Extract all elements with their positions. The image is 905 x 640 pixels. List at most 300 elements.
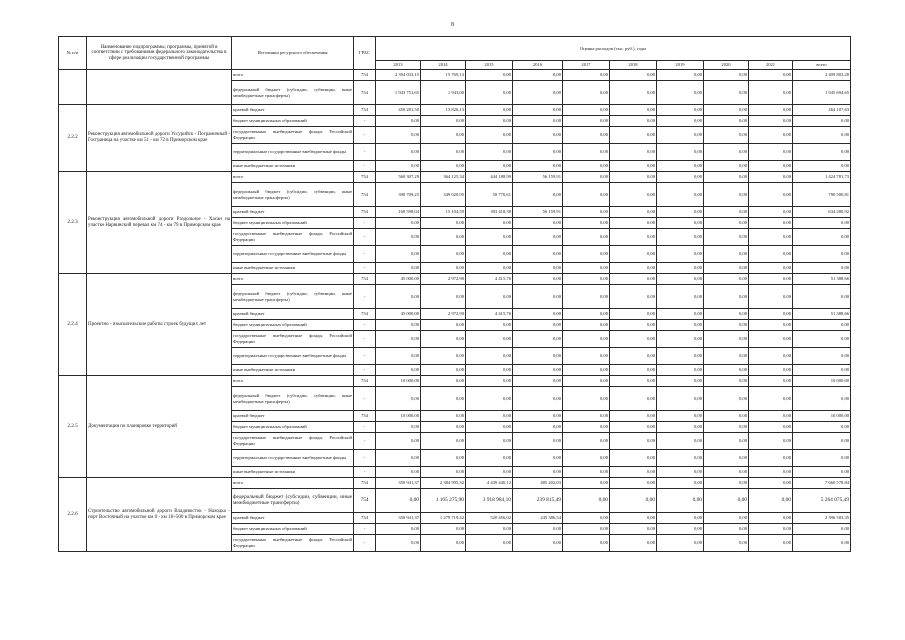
page-number: 8: [451, 22, 454, 28]
year-value: 0,00: [376, 218, 421, 229]
year-value: 0,00: [749, 183, 793, 207]
year-value: 0,00: [466, 70, 513, 81]
year-value: 350 941,37: [376, 513, 421, 524]
grbs-code: 754: [354, 70, 376, 81]
funding-source: государственные внебюджетные фонды Российской Федерации: [232, 229, 354, 246]
year-value: 0,00: [704, 513, 749, 524]
year-value: 0,00: [563, 365, 610, 376]
funding-source: территориальные государственные внебюджетные фонды: [232, 144, 354, 161]
total-value: 7 660 578,84: [793, 478, 851, 489]
total-value: 0,00: [793, 229, 851, 246]
total-value: 0,00: [793, 285, 851, 309]
year-value: 0,00: [466, 365, 513, 376]
year-value: 0,00: [563, 387, 610, 411]
header-estimate: Оценка расходов (тыс. руб.), годы: [376, 37, 851, 61]
year-value: 239 815,49: [513, 489, 563, 513]
table-row: [59, 70, 851, 81]
table-row: [59, 172, 851, 183]
year-value: 50 770,61: [466, 183, 513, 207]
funding-source: федеральный бюджет (субсидии, субвенции, иные межбюджетные трансферты): [232, 387, 354, 411]
year-value: 0,00: [704, 127, 749, 144]
year-value: 0,00: [749, 478, 793, 489]
year-value: 56 159,91: [513, 172, 563, 183]
year-value: 0,00: [704, 116, 749, 127]
header-year: 2015: [466, 61, 513, 70]
funding-source: федеральный бюджет (субсидии, субвенции, иные межбюджетные трансферты): [232, 81, 354, 105]
year-value: 0,00: [657, 229, 704, 246]
year-value: 0,00: [704, 144, 749, 161]
grbs-code: -: [354, 285, 376, 309]
funding-source: иные внебюджетные источники: [232, 467, 354, 478]
year-value: 0,00: [376, 127, 421, 144]
year-value: 0,00: [563, 105, 610, 116]
year-value: 0,00: [704, 478, 749, 489]
funding-source: государственные внебюджетные фонды Российской Федерации: [232, 331, 354, 348]
year-value: 485 202,03: [513, 478, 563, 489]
year-value: 0,00: [749, 127, 793, 144]
total-value: 0,00: [793, 524, 851, 535]
year-value: 45 000,00: [376, 309, 421, 320]
grbs-code: -: [354, 161, 376, 172]
year-value: 0,00: [657, 309, 704, 320]
year-value: 0,00: [563, 309, 610, 320]
year-value: 0,00: [466, 127, 513, 144]
total-value: 2 396 503,35: [793, 513, 851, 524]
header-source: Источники ресурсного обеспечения: [232, 37, 354, 70]
year-value: 0,00: [657, 478, 704, 489]
total-value: 634 280,92: [793, 207, 851, 218]
grbs-code: -: [354, 387, 376, 411]
funding-source: федеральный бюджет (субсидии, субвенции, иные межбюджетные трансферты): [232, 285, 354, 309]
year-value: 0,00: [466, 161, 513, 172]
year-value: 0,00: [657, 433, 704, 450]
year-value: 0,00: [749, 320, 793, 331]
year-value: 0,00: [466, 320, 513, 331]
year-value: 349 020,95: [421, 183, 466, 207]
grbs-code: 754: [354, 513, 376, 524]
total-value: 0,00: [793, 116, 851, 127]
year-value: 0,00: [610, 161, 657, 172]
year-value: 0,00: [513, 285, 563, 309]
year-value: 0,00: [749, 274, 793, 285]
funding-source: краевой бюджет: [232, 411, 354, 422]
year-value: 0,00: [657, 467, 704, 478]
year-value: 0,00: [563, 127, 610, 144]
total-value: 0,00: [793, 127, 851, 144]
grbs-code: 754: [354, 207, 376, 218]
year-value: 0,00: [610, 144, 657, 161]
year-value: 0,00: [657, 513, 704, 524]
year-value: 0,00: [749, 263, 793, 274]
year-value: 15 104,59: [421, 207, 466, 218]
total-value: 0,00: [793, 348, 851, 365]
year-value: 0,00: [563, 513, 610, 524]
grbs-code: 754: [354, 183, 376, 207]
year-value: 0,00: [749, 81, 793, 105]
year-value: 4 415,76: [466, 309, 513, 320]
year-value: 0,00: [376, 365, 421, 376]
funding-source: всего: [232, 70, 354, 81]
total-value: 0,00: [793, 422, 851, 433]
year-value: 0,00: [657, 524, 704, 535]
year-value: 0,00: [466, 263, 513, 274]
year-value: 0,00: [749, 513, 793, 524]
year-value: 0,00: [563, 81, 610, 105]
year-value: 0,00: [421, 127, 466, 144]
year-value: 0,00: [704, 263, 749, 274]
year-value: 0,00: [376, 387, 421, 411]
table-row: [59, 376, 851, 387]
funding-source: государственные внебюджетные фонды Российской Федерации: [232, 127, 354, 144]
grbs-code: 754: [354, 172, 376, 183]
year-value: 3 918 984,10: [466, 489, 513, 513]
year-value: 1 943 751,65: [376, 81, 421, 105]
grbs-code: -: [354, 229, 376, 246]
year-value: 0,00: [704, 422, 749, 433]
year-value: 0,00: [610, 365, 657, 376]
year-value: 0,00: [563, 422, 610, 433]
year-value: 0,00: [749, 229, 793, 246]
year-value: 364 125,34: [421, 172, 466, 183]
grbs-code: 754: [354, 411, 376, 422]
table-body: [59, 70, 851, 552]
year-value: 0,00: [376, 467, 421, 478]
funding-source: всего: [232, 172, 354, 183]
total-value: 464 107,63: [793, 105, 851, 116]
year-value: 0,00: [563, 467, 610, 478]
funding-source: территориальные государственные внебюджетные фонды: [232, 246, 354, 263]
year-value: 0,00: [513, 467, 563, 478]
year-value: 0,00: [563, 411, 610, 422]
grbs-code: 754: [354, 105, 376, 116]
year-value: 560 307,29: [376, 172, 421, 183]
year-value: 0,00: [513, 183, 563, 207]
grbs-code: 754: [354, 274, 376, 285]
year-value: 0,00: [704, 348, 749, 365]
year-value: 0,00: [610, 274, 657, 285]
funding-source: федеральный бюджет (субсидии, субвенции, иные межбюджетные трансферты): [232, 183, 354, 207]
grbs-code: -: [354, 263, 376, 274]
total-value: 2 409 802,28: [793, 70, 851, 81]
year-value: 0,00: [563, 144, 610, 161]
year-value: 0,00: [610, 513, 657, 524]
year-value: 0,00: [749, 348, 793, 365]
year-value: 0,00: [421, 263, 466, 274]
year-value: 0,00: [466, 422, 513, 433]
year-value: 0,00: [466, 144, 513, 161]
year-value: 0,00: [657, 161, 704, 172]
year-value: 0,00: [466, 411, 513, 422]
funding-source: краевой бюджет: [232, 513, 354, 524]
year-value: 0,00: [563, 433, 610, 450]
year-value: 0,00: [376, 348, 421, 365]
year-value: 0,00: [657, 144, 704, 161]
year-value: 0,00: [376, 433, 421, 450]
year-value: 0,00: [563, 348, 610, 365]
row-number: 2.2.4: [59, 274, 87, 376]
year-value: 15 769,13: [421, 70, 466, 81]
year-value: 0,00: [466, 450, 513, 467]
row-number: 2.2.6: [59, 478, 87, 552]
total-value: 0,00: [793, 331, 851, 348]
year-value: 0,00: [749, 105, 793, 116]
year-value: 0,00: [610, 105, 657, 116]
year-value: 0,00: [610, 411, 657, 422]
year-value: 0,00: [466, 229, 513, 246]
year-value: 0,00: [657, 116, 704, 127]
header-name: Наименование подпрограммы, программы, принятой в соответствии с требованиями федерального законодательства в сфере реализации государственной программы: [87, 37, 232, 70]
grbs-code: -: [354, 320, 376, 331]
year-value: 0,00: [657, 422, 704, 433]
year-value: 0,00: [563, 376, 610, 387]
total-value: 1 424 781,73: [793, 172, 851, 183]
year-value: 0,00: [513, 81, 563, 105]
year-value: 0,00: [421, 411, 466, 422]
year-value: 0,00: [563, 524, 610, 535]
year-value: 0,00: [563, 263, 610, 274]
header-total: всего: [793, 61, 851, 70]
year-value: 0,00: [657, 218, 704, 229]
year-value: 0,00: [749, 535, 793, 552]
year-value: 0,00: [704, 376, 749, 387]
year-value: 0,00: [513, 450, 563, 467]
year-value: 0,00: [376, 144, 421, 161]
year-value: 0,00: [610, 183, 657, 207]
year-value: 0,00: [704, 535, 749, 552]
year-value: 0,00: [704, 229, 749, 246]
year-value: 0,00: [376, 489, 421, 513]
year-value: 0,00: [704, 433, 749, 450]
year-value: 0,00: [749, 433, 793, 450]
year-value: 0,00: [610, 422, 657, 433]
year-value: 0,00: [563, 489, 610, 513]
year-value: 0,00: [513, 116, 563, 127]
year-value: 0,00: [466, 524, 513, 535]
year-value: 2 972,90: [421, 309, 466, 320]
year-value: 0,00: [563, 70, 610, 81]
funding-source: бюджет муниципальных образований: [232, 116, 354, 127]
grbs-code: -: [354, 535, 376, 552]
year-value: 2 972,90: [421, 274, 466, 285]
year-value: 0,00: [563, 207, 610, 218]
year-value: 1 105 275,90: [421, 489, 466, 513]
year-value: 2 394 033,15: [376, 70, 421, 81]
year-value: 0,00: [513, 218, 563, 229]
table-row: [59, 105, 851, 116]
year-value: 0,00: [563, 285, 610, 309]
year-value: 0,00: [563, 450, 610, 467]
year-value: 0,00: [466, 81, 513, 105]
year-value: 0,00: [610, 535, 657, 552]
funding-source: иные внебюджетные источники: [232, 365, 354, 376]
year-value: 0,00: [749, 524, 793, 535]
header-year: 2020: [704, 61, 749, 70]
year-value: 0,00: [421, 116, 466, 127]
year-value: 0,00: [563, 478, 610, 489]
year-value: 0,00: [610, 229, 657, 246]
total-value: 0,00: [793, 320, 851, 331]
total-value: 1 945 694,65: [793, 81, 851, 105]
year-value: 0,00: [563, 116, 610, 127]
year-value: 0,00: [657, 183, 704, 207]
year-value: 0,00: [563, 246, 610, 263]
total-value: 0,00: [793, 467, 851, 478]
year-value: 0,00: [563, 229, 610, 246]
year-value: 0,00: [704, 320, 749, 331]
year-value: 0,00: [704, 524, 749, 535]
year-value: 0,00: [749, 365, 793, 376]
year-value: 0,00: [466, 467, 513, 478]
year-value: 0,00: [749, 161, 793, 172]
year-value: 0,00: [704, 411, 749, 422]
year-value: 0,00: [466, 116, 513, 127]
year-value: 0,00: [513, 246, 563, 263]
total-value: 0,00: [793, 433, 851, 450]
year-value: 0,00: [657, 535, 704, 552]
year-value: 0,00: [610, 207, 657, 218]
year-value: 0,00: [749, 246, 793, 263]
year-value: 0,00: [376, 524, 421, 535]
grbs-code: -: [354, 116, 376, 127]
year-value: 0,00: [421, 320, 466, 331]
grbs-code: -: [354, 218, 376, 229]
total-value: 790 500,81: [793, 183, 851, 207]
year-value: 0,00: [657, 489, 704, 513]
total-value: 51 388,66: [793, 274, 851, 285]
grbs-code: -: [354, 433, 376, 450]
year-value: 2 384 995,32: [421, 478, 466, 489]
year-value: 0,00: [749, 376, 793, 387]
year-value: 0,00: [610, 348, 657, 365]
year-value: 0,00: [704, 331, 749, 348]
year-value: 0,00: [421, 365, 466, 376]
year-value: 0,00: [610, 467, 657, 478]
year-value: 0,00: [513, 348, 563, 365]
row-number: 2.2.5: [59, 376, 87, 478]
year-value: 1 943,00: [421, 81, 466, 105]
year-value: 0,00: [513, 320, 563, 331]
year-value: 0,00: [749, 489, 793, 513]
year-value: 0,00: [376, 263, 421, 274]
year-value: 0,00: [610, 81, 657, 105]
year-value: 0,00: [421, 246, 466, 263]
header-year: 2021: [749, 61, 793, 70]
year-value: 4 415,76: [466, 274, 513, 285]
year-value: 0,00: [657, 263, 704, 274]
year-value: 0,00: [657, 450, 704, 467]
year-value: 0,00: [657, 411, 704, 422]
year-value: 0,00: [657, 285, 704, 309]
funding-source: краевой бюджет: [232, 207, 354, 218]
header-year: 2013: [376, 61, 421, 70]
grbs-code: -: [354, 331, 376, 348]
total-value: 0,00: [793, 450, 851, 467]
funding-source: бюджет муниципальных образований: [232, 422, 354, 433]
year-value: 0,00: [704, 207, 749, 218]
funding-source: всего: [232, 274, 354, 285]
year-value: 0,00: [513, 422, 563, 433]
year-value: 0,00: [513, 433, 563, 450]
year-value: 0,00: [610, 376, 657, 387]
year-value: 0,00: [421, 285, 466, 309]
year-value: 0,00: [610, 524, 657, 535]
funding-source: федеральный бюджет (субсидии, субвенции, иные межбюджетные трансферты): [232, 489, 354, 513]
grbs-code: 754: [354, 309, 376, 320]
year-value: 520 456,02: [466, 513, 513, 524]
year-value: 0,00: [563, 274, 610, 285]
year-value: 0,00: [704, 70, 749, 81]
year-value: 0,00: [563, 218, 610, 229]
header-year: 2016: [513, 61, 563, 70]
year-value: 0,00: [610, 387, 657, 411]
year-value: 0,00: [704, 365, 749, 376]
year-value: 0,00: [513, 535, 563, 552]
year-value: 0,00: [610, 218, 657, 229]
grbs-code: -: [354, 348, 376, 365]
year-value: 0,00: [610, 331, 657, 348]
header-year: 2019: [657, 61, 704, 70]
grbs-code: 754: [354, 376, 376, 387]
year-value: 0,00: [421, 229, 466, 246]
year-value: 0,00: [563, 535, 610, 552]
year-value: 0,00: [657, 172, 704, 183]
year-value: 0,00: [421, 524, 466, 535]
year-value: 0,00: [657, 81, 704, 105]
year-value: 0,00: [657, 70, 704, 81]
year-value: 0,00: [749, 70, 793, 81]
year-value: 0,00: [466, 376, 513, 387]
year-value: 390 709,25: [376, 183, 421, 207]
year-value: 0,00: [610, 450, 657, 467]
year-value: 0,00: [704, 309, 749, 320]
funding-source: территориальные государственные внебюджетные фонды: [232, 348, 354, 365]
year-value: 0,00: [749, 172, 793, 183]
year-value: 0,00: [376, 285, 421, 309]
year-value: 0,00: [376, 320, 421, 331]
year-value: 0,00: [513, 365, 563, 376]
grbs-code: -: [354, 524, 376, 535]
year-value: 0,00: [704, 172, 749, 183]
expenditure-table: [58, 36, 851, 552]
year-value: 0,00: [376, 535, 421, 552]
year-value: 0,00: [657, 331, 704, 348]
year-value: 56 159,91: [513, 207, 563, 218]
program-name: Реконструкция автомобильной дороги Раздольное - Хасан на участке Нарвинский перевал км 74 - км 79 в Приморском крае: [87, 172, 232, 274]
year-value: 0,00: [704, 105, 749, 116]
year-value: 0,00: [376, 331, 421, 348]
year-value: 0,00: [466, 285, 513, 309]
year-value: 0,00: [513, 144, 563, 161]
year-value: 0,00: [657, 320, 704, 331]
year-value: 0,00: [466, 387, 513, 411]
funding-source: бюджет муниципальных образований: [232, 524, 354, 535]
year-value: 0,00: [421, 144, 466, 161]
year-value: 0,00: [749, 467, 793, 478]
funding-source: всего: [232, 478, 354, 489]
grbs-code: 754: [354, 478, 376, 489]
year-value: 0,00: [657, 207, 704, 218]
year-value: 0,00: [749, 387, 793, 411]
year-value: 10 000,00: [376, 376, 421, 387]
year-value: 169 598,04: [376, 207, 421, 218]
year-value: 0,00: [466, 246, 513, 263]
grbs-code: -: [354, 127, 376, 144]
grbs-code: -: [354, 365, 376, 376]
year-value: 4 439 440,12: [466, 478, 513, 489]
total-value: 0,00: [793, 535, 851, 552]
year-value: 450 281,50: [376, 105, 421, 116]
year-value: 0,00: [466, 218, 513, 229]
